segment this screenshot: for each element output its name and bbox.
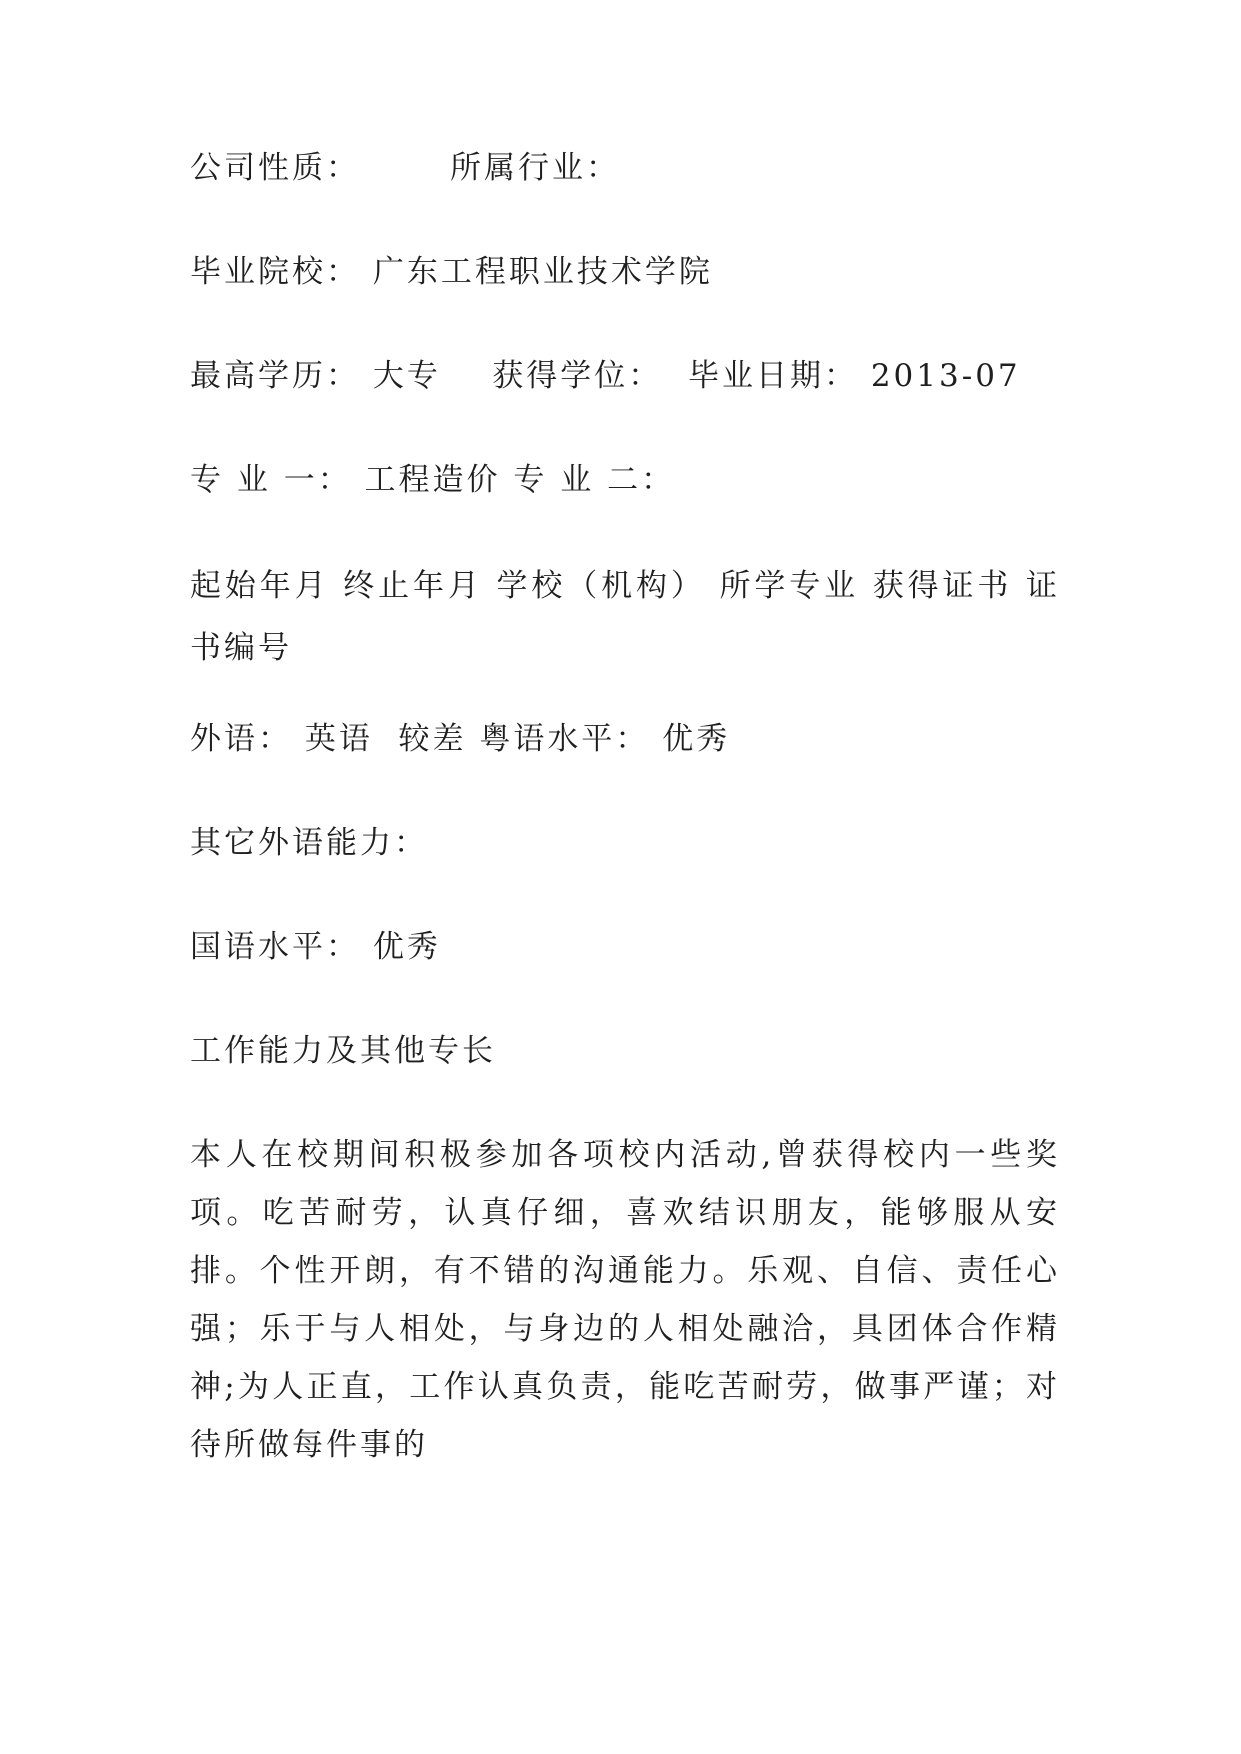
language-line: 外语： 英语 较差 粤语水平： 优秀 xyxy=(190,721,731,757)
education-degree-line: 最高学历： 大专 获得学位： 毕业日期： 2013-07 xyxy=(190,358,1021,394)
training-table-header-line: 起始年月 终止年月 学校（机构） 所学专业 获得证书 证书编号 xyxy=(190,568,1060,666)
graduate-school-line: 毕业院校： 广东工程职业技术学院 xyxy=(190,254,713,290)
self-description-paragraph: 本人在校期间积极参加各项校内活动,曾获得校内一些奖项。吃苦耐劳，认真仔细，喜欢结识朋友，能够服从安排。个性开朗，有不错的沟通能力。乐观、自信、责任心强；乐于与人相处，与身边的人相处融洽，具团体合作精神;为人正直，工作认真负责，能吃苦耐劳，做事严谨；对待所做每件事的 xyxy=(190,1137,1060,1463)
other-language-line: 其它外语能力： xyxy=(190,825,428,861)
major-line: 专 业 一： 工程造价 专 业 二： xyxy=(190,462,676,498)
mandarin-level-line: 国语水平： 优秀 xyxy=(190,929,441,965)
company-nature-industry-line: 公司性质： 所属行业： xyxy=(190,150,620,186)
skills-heading: 工作能力及其他专长 xyxy=(190,1033,496,1069)
